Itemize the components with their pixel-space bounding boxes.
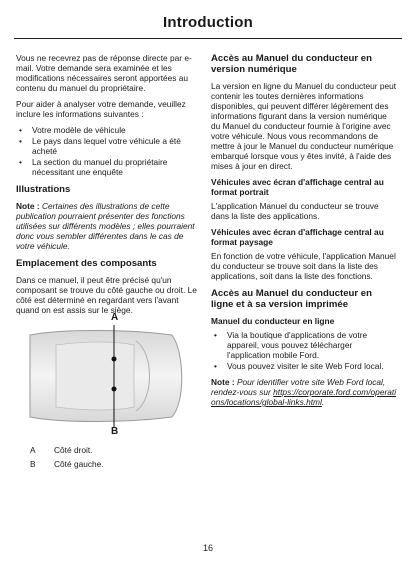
figure-label-a: A bbox=[111, 312, 119, 323]
illustrations-heading: Illustrations bbox=[16, 184, 71, 195]
website-note bbox=[211, 377, 397, 407]
components-heading: Emplacement des composants bbox=[16, 258, 157, 269]
note-text: Certaines des illustrations de cette publication pourraient présenter des fonctions utilisées sur différents modèles ; elles pourraient donc vous sembler différentes dans le cas de votre véhicule. bbox=[16, 201, 195, 251]
online-manual-subheading: Manuel du conducteur en ligne bbox=[211, 316, 335, 326]
seat-marker-left bbox=[112, 387, 117, 392]
vehicle-top-view-illustration bbox=[16, 321, 200, 431]
roof-outline bbox=[56, 342, 134, 410]
list-item: • Via la boutique d'applications de votre appareil, vous pouvez télécharger l'application mobile Ford. bbox=[211, 330, 397, 360]
list-item: • Votre modèle de véhicule bbox=[16, 125, 200, 135]
info-request-paragraph: Pour aider à analyser votre demande, veuillez inclure les informations suivantes : bbox=[16, 99, 186, 119]
portrait-paragraph: L'application Manuel du conducteur se trouve dans la liste des applications. bbox=[211, 201, 379, 221]
vehicle-side-diagram bbox=[16, 312, 200, 437]
note-text: Pour identifier votre site Web Ford local, rendez-vous sur bbox=[211, 377, 386, 397]
right-column bbox=[211, 53, 397, 413]
landscape-paragraph: En fonction de votre véhicule, l'application Manuel du conducteur se trouve soit dans la liste des applications, soit dans la liste des fonctions. bbox=[211, 251, 396, 281]
note-label: Note : bbox=[16, 201, 40, 211]
online-manual-heading: Accès au Manuel du conducteur en ligne et à sa version imprimée bbox=[211, 288, 372, 310]
seat-marker-right bbox=[112, 357, 117, 362]
components-paragraph: Dans ce manuel, il peut être précisé qu'un composant se trouve du côté gauche ou droit. Le côté est déterminé en regardant vers l'avant quand on est assis sur le siège. bbox=[16, 275, 197, 315]
figure-legend bbox=[16, 445, 200, 469]
digital-manual-heading: Accès au Manuel du conducteur en version numérique bbox=[211, 53, 372, 75]
list-item: • Le pays dans lequel votre véhicule a été acheté bbox=[16, 136, 200, 156]
page-number: 16 bbox=[202, 543, 213, 553]
illustrations-note bbox=[16, 201, 200, 251]
legend-value: Côté droit. bbox=[54, 445, 93, 455]
note-label: Note : bbox=[211, 377, 235, 387]
page-title: Introduction bbox=[163, 14, 253, 31]
note-end: . bbox=[321, 397, 325, 407]
info-list bbox=[16, 125, 200, 177]
portrait-heading: Véhicules avec écran d'affichage central au format portrait bbox=[211, 177, 384, 197]
legend-value: Côté gauche. bbox=[54, 459, 104, 469]
legend-row bbox=[16, 459, 200, 469]
ford-global-links[interactable]: https://corporate.ford.com/operations/locations/global-links.html bbox=[211, 387, 397, 407]
list-item: • La section du manuel du propriétaire nécessitant une enquête bbox=[16, 157, 200, 177]
legend-row bbox=[16, 445, 200, 455]
left-column bbox=[16, 53, 200, 473]
list-item: • Vous pouvez visiter le site Web Ford local. bbox=[211, 361, 397, 371]
figure-label-b: B bbox=[111, 426, 119, 437]
legend-key: A bbox=[30, 445, 36, 455]
online-options-list bbox=[211, 330, 397, 371]
title-rule bbox=[14, 38, 402, 39]
digital-manual-paragraph: La version en ligne du Manuel du conducteur peut contenir les toutes dernières informations disponibles, qui peuvent différer légèrement des informations figurant dans la version numérique du Manuel du conducteur fournie à l'origine avec votre véhicule. Nous vous recommandons de mettre à jour le Manuel du conducteur numérique embarqué lorsque vous y êtes invité, à l'aide des mises à jour en direct. bbox=[211, 81, 397, 171]
landscape-heading: Véhicules avec écran d'affichage central au format paysage bbox=[211, 227, 384, 247]
legend-key: B bbox=[30, 459, 36, 469]
feedback-paragraph: Vous ne recevrez pas de réponse directe par e-mail. Votre demande sera examinée et les modifications nécessaires seront apportées au contenu du manuel du propriétaire. bbox=[16, 53, 192, 93]
